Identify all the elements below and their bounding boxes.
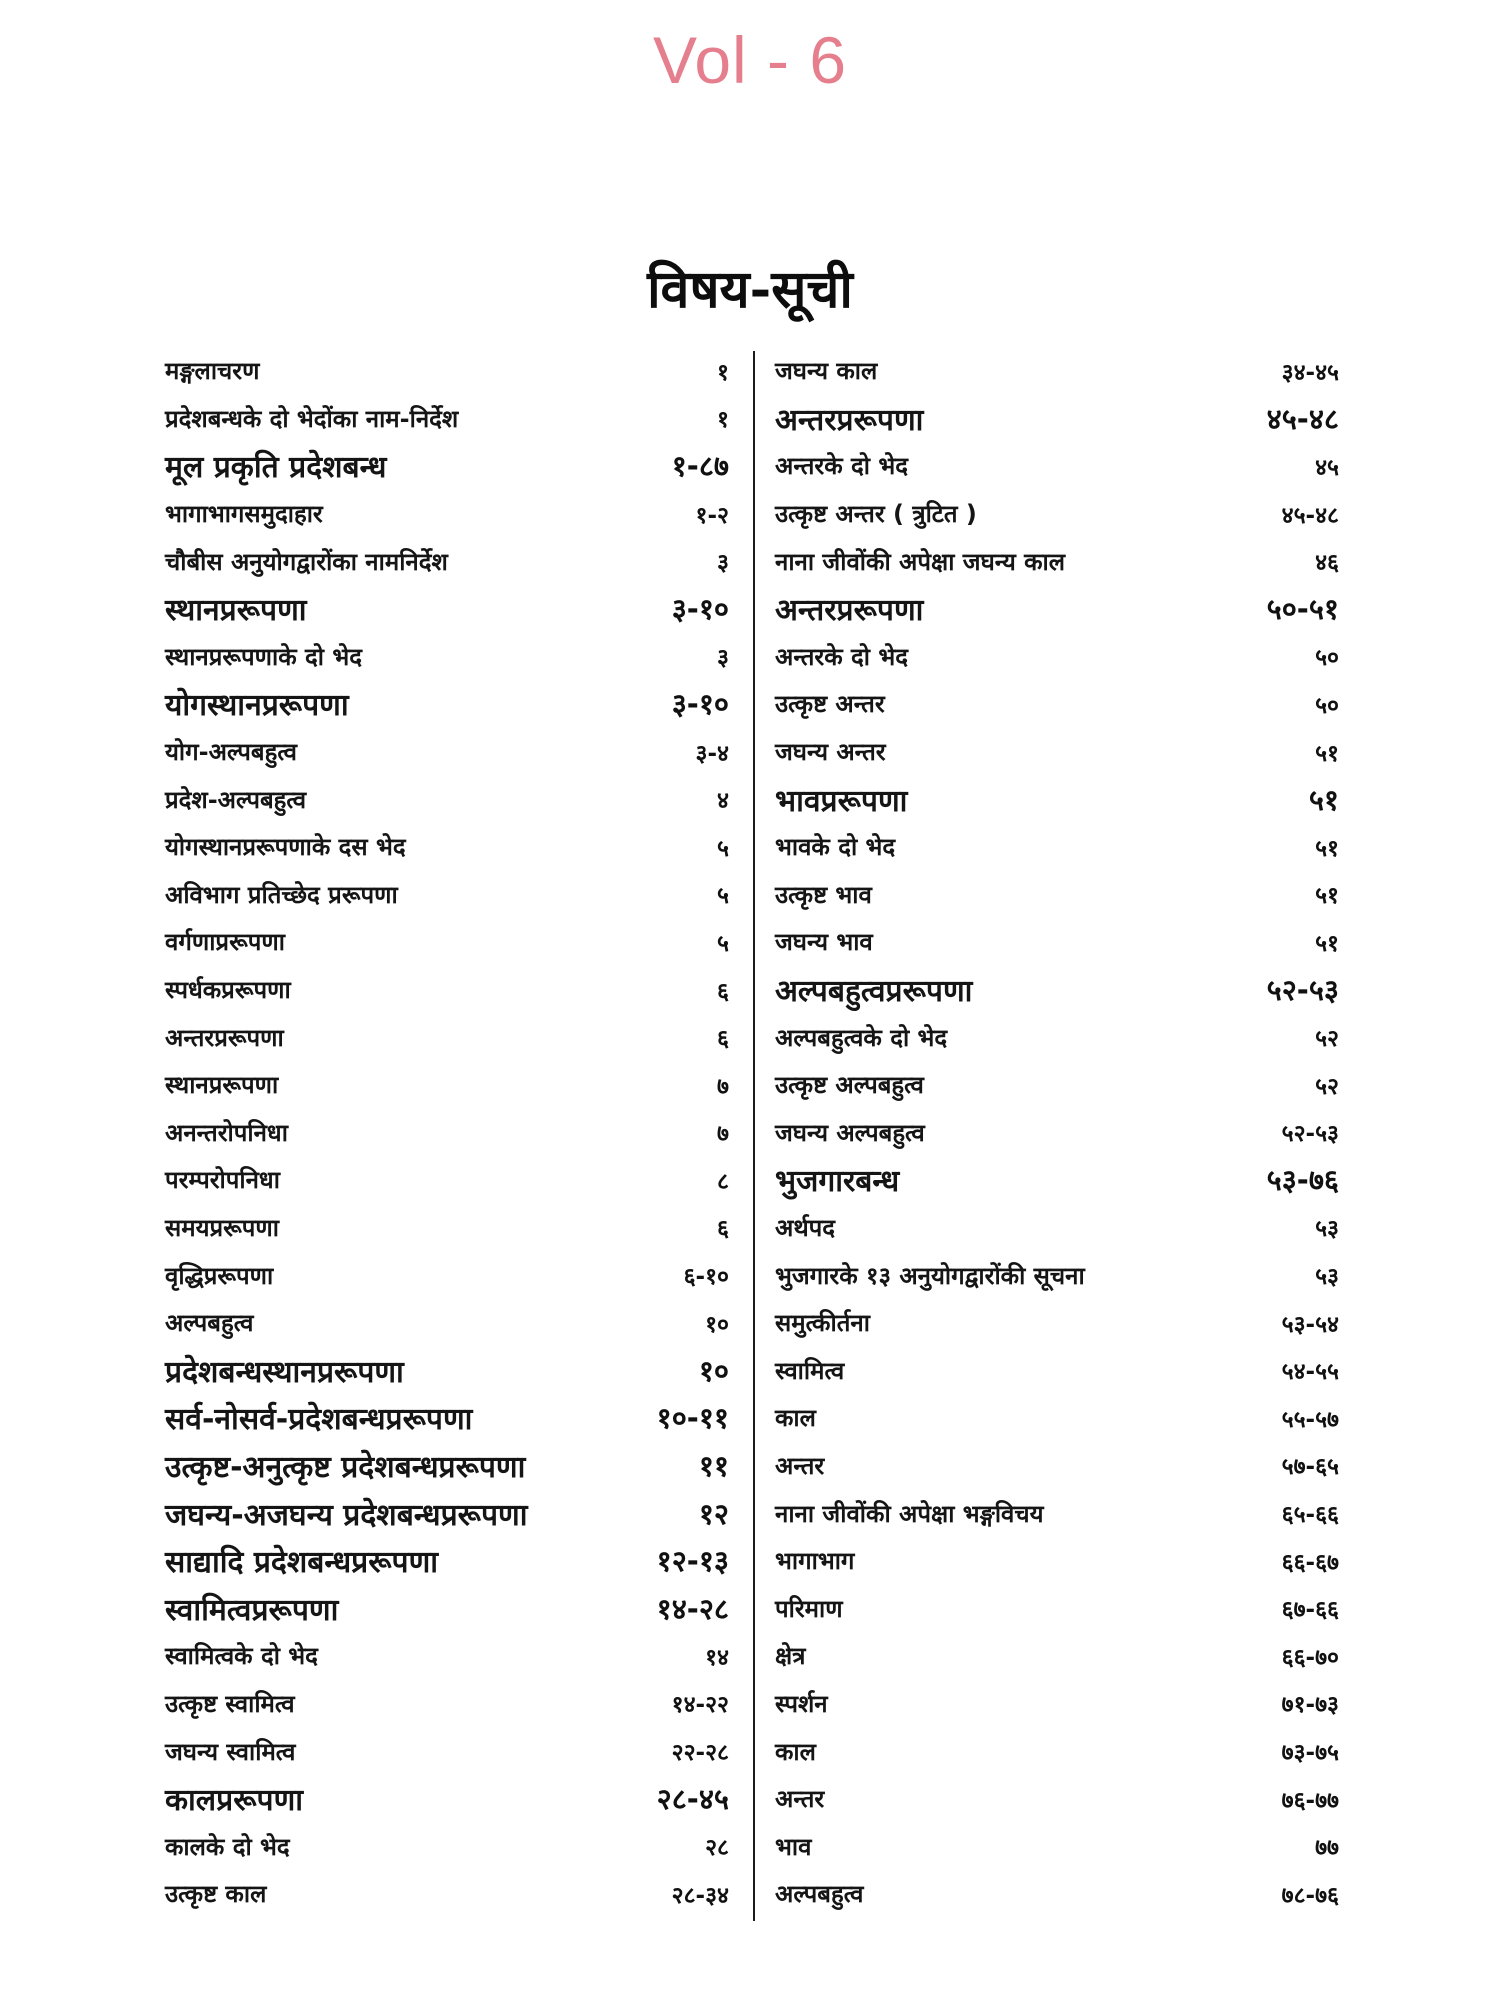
toc-entry-page: २८-४५: [656, 1782, 729, 1817]
toc-entry-title: प्रदेशबन्धके दो भेदोंका नाम-निर्देश: [165, 404, 459, 433]
toc-entry-title: उत्कृष्ट अल्पबहुत्व: [775, 1071, 924, 1100]
toc-entry-page: ५३-७६: [1266, 1163, 1339, 1198]
toc-entry-title: क्षेत्र: [775, 1642, 806, 1671]
toc-entry-page: ७३-७५: [1281, 1740, 1339, 1767]
toc-entry-page: ३-१०: [671, 592, 729, 627]
toc-entry-page: ५०: [1315, 645, 1339, 672]
toc-entry-title: जघन्य-अजघन्य प्रदेशबन्धप्ररूपणा: [165, 1497, 528, 1533]
toc-entry: [165, 537, 735, 585]
toc-entry: [775, 395, 1345, 443]
toc-entry-page: २२-२८: [671, 1740, 729, 1767]
toc-entry: [165, 1346, 735, 1394]
toc-entry-title: भावप्ररूपणा: [775, 783, 908, 819]
toc-entry-title: अल्पबहुत्वप्ररूपणा: [775, 974, 973, 1010]
toc-entry: [165, 823, 735, 871]
page-title: विषय-सूची: [647, 259, 853, 320]
toc-entry-page: १४-२२: [671, 1692, 729, 1719]
toc-entry-title: अन्तर: [775, 1785, 825, 1814]
toc-entry-page: ३: [717, 645, 729, 672]
toc-entry-page: ४: [717, 788, 729, 815]
toc-entry-page: ६७-६६: [1281, 1597, 1339, 1624]
toc-right-column: [775, 347, 1345, 1918]
toc-entry-page: ६: [717, 1216, 729, 1243]
toc-entry-page: ४५-४८: [1281, 502, 1339, 529]
toc-entry-page: ७१-७३: [1281, 1692, 1339, 1719]
toc-entry-page: ७: [717, 1121, 729, 1148]
toc-entry-page: ५२: [1315, 1073, 1339, 1100]
toc-entry: [165, 585, 735, 633]
toc-entry: [165, 728, 735, 776]
toc-entry-title: अर्थपद: [775, 1213, 836, 1242]
toc-entry: [775, 1442, 1345, 1490]
toc-entry-page: ४५: [1315, 454, 1339, 481]
toc-entry: [775, 728, 1345, 776]
toc-entry-page: ५५-५७: [1281, 1406, 1339, 1433]
toc-entry-title: अन्तरप्ररूपणा: [165, 1023, 284, 1052]
toc-entry-page: ५: [717, 930, 729, 957]
toc-entry-page: ५३: [1315, 1264, 1339, 1291]
toc-entry: [165, 1394, 735, 1442]
toc-entry: [775, 347, 1345, 395]
toc-entry-title: चौबीस अनुयोगद्वारोंका नामनिर्देश: [165, 547, 448, 576]
toc-entry: [165, 395, 735, 443]
toc-entry: [165, 1299, 735, 1347]
toc-entry: [775, 537, 1345, 585]
toc-entry: [775, 1013, 1345, 1061]
toc-left-column: [165, 347, 735, 1918]
toc-entry-page: ६६-७०: [1281, 1644, 1339, 1671]
toc-entry: [775, 1584, 1345, 1632]
toc-entry-title: स्थानप्ररूपणा: [165, 1071, 279, 1100]
toc-entry-title: समुत्कीर्तना: [775, 1309, 870, 1338]
toc-entry-page: ५१: [1308, 782, 1339, 817]
toc-entry-title: प्रदेश-अल्पबहुत्व: [165, 785, 307, 814]
volume-label: Vol - 6: [652, 23, 848, 97]
toc-entry: [775, 1775, 1345, 1823]
toc-entry-title: उत्कृष्ट अन्तर: [775, 690, 885, 719]
toc-entry-page: १-८७: [671, 449, 729, 484]
toc-entry-title: जघन्य स्वामित्व: [165, 1737, 296, 1766]
toc-entry: [775, 1204, 1345, 1252]
toc-entry-page: ५३: [1315, 1216, 1339, 1243]
toc-entry-page: १४-२८: [656, 1591, 729, 1626]
toc-entry-page: १०: [698, 1353, 729, 1388]
toc-entry-title: अन्तरके दो भेद: [775, 642, 908, 671]
toc-entry: [165, 1822, 735, 1870]
toc-entry-title: जघन्य अल्पबहुत्व: [775, 1118, 925, 1147]
toc-entry: [775, 823, 1345, 871]
toc-entry-title: परिमाण: [775, 1594, 843, 1623]
toc-entry: [165, 918, 735, 966]
toc-entry-title: स्थानप्ररूपणाके दो भेद: [165, 642, 362, 671]
toc-entry-page: १: [717, 407, 729, 434]
toc-entry: [165, 1727, 735, 1775]
toc-entry-title: अन्तरके दो भेद: [775, 452, 908, 481]
toc-entry-page: १-२: [695, 502, 729, 529]
toc-entry-title: स्वामित्वके दो भेद: [165, 1642, 318, 1671]
toc-entry: [775, 918, 1345, 966]
toc-entry-title: अल्पबहुत्व: [165, 1309, 254, 1338]
toc-entry-page: ५२-५३: [1281, 1121, 1339, 1148]
toc-entry-page: ८: [717, 1168, 729, 1195]
toc-entry-page: ११: [698, 1448, 729, 1483]
toc-entry-title: नाना जीवोंकी अपेक्षा भङ्गविचय: [775, 1499, 1044, 1528]
toc-entry-page: १२: [698, 1496, 729, 1531]
toc-entry: [775, 1870, 1345, 1918]
toc-entry-page: ६: [717, 978, 729, 1005]
toc-entry: [165, 871, 735, 919]
toc-entry: [775, 490, 1345, 538]
table-of-contents: [165, 347, 1345, 1932]
toc-entry-title: उत्कृष्ट भाव: [775, 880, 872, 909]
toc-entry-title: भावके दो भेद: [775, 833, 896, 862]
toc-entry-title: योग-अल्पबहुत्व: [165, 738, 298, 767]
toc-entry-page: २८: [705, 1835, 729, 1862]
toc-entry-page: ५०: [1315, 692, 1339, 719]
toc-entry-title: कालप्ररूपणा: [165, 1783, 304, 1819]
toc-entry: [775, 1109, 1345, 1157]
toc-entry-page: ५१: [1315, 740, 1339, 767]
toc-entry-title: अन्तर: [775, 1451, 825, 1480]
toc-entry-title: उत्कृष्ट अन्तर ( त्रुटित ): [775, 500, 977, 529]
toc-entry: [165, 1061, 735, 1109]
toc-entry-title: समयप्ररूपणा: [165, 1213, 279, 1242]
toc-entry: [165, 490, 735, 538]
toc-entry-page: ६५-६६: [1281, 1502, 1339, 1529]
toc-entry-page: ७६-७७: [1281, 1787, 1339, 1814]
toc-entry-page: ७८-७६: [1281, 1882, 1339, 1909]
toc-entry: [775, 775, 1345, 823]
toc-entry: [165, 1251, 735, 1299]
toc-entry-page: ५४-५५: [1281, 1359, 1339, 1386]
toc-entry-page: ४५-४८: [1266, 401, 1339, 436]
toc-entry: [775, 1727, 1345, 1775]
toc-entry-title: स्वामित्व: [775, 1356, 845, 1385]
toc-entry: [775, 585, 1345, 633]
toc-entry-title: योगस्थानप्ररूपणाके दस भेद: [165, 833, 406, 862]
toc-entry: [775, 1299, 1345, 1347]
column-divider: [753, 351, 755, 1921]
toc-entry-title: भागाभाग: [775, 1547, 855, 1576]
toc-entry-title: स्पर्धकप्ररूपणा: [165, 976, 291, 1005]
toc-entry: [775, 1346, 1345, 1394]
toc-entry: [775, 633, 1345, 681]
toc-entry: [165, 1680, 735, 1728]
toc-entry: [775, 1156, 1345, 1204]
toc-entry-title: स्थानप्ररूपणा: [165, 593, 307, 629]
toc-entry-page: ५७-६५: [1281, 1454, 1339, 1481]
toc-entry: [165, 633, 735, 681]
toc-entry: [165, 1632, 735, 1680]
toc-entry-title: प्रदेशबन्धस्थानप्ररूपणा: [165, 1354, 404, 1390]
toc-entry: [775, 1822, 1345, 1870]
toc-entry-page: ३-४: [695, 740, 729, 767]
toc-entry-title: उत्कृष्ट काल: [165, 1880, 267, 1909]
toc-entry-title: योगस्थानप्ररूपणा: [165, 688, 349, 724]
toc-entry: [165, 680, 735, 728]
toc-entry-title: अविभाग प्रतिच्छेद प्ररूपणा: [165, 880, 398, 909]
toc-entry-title: नाना जीवोंकी अपेक्षा जघन्य काल: [775, 547, 1066, 576]
toc-entry-title: मूल प्रकृति प्रदेशबन्ध: [165, 450, 387, 486]
toc-entry-page: १: [717, 359, 729, 386]
toc-entry-page: ६-१०: [683, 1264, 729, 1291]
toc-entry-title: काल: [775, 1737, 816, 1766]
toc-entry-title: परम्परोपनिधा: [165, 1166, 280, 1195]
toc-entry-page: ५१: [1315, 930, 1339, 957]
toc-entry: [165, 1775, 735, 1823]
toc-entry-page: ५१: [1315, 835, 1339, 862]
toc-entry: [775, 1680, 1345, 1728]
toc-entry: [775, 1394, 1345, 1442]
toc-entry: [775, 1632, 1345, 1680]
toc-entry: [775, 680, 1345, 728]
toc-entry-title: भुजगारके १३ अनुयोगद्वारोंकी सूचना: [775, 1261, 1085, 1290]
toc-entry: [165, 1442, 735, 1490]
toc-entry-title: अनन्तरोपनिधा: [165, 1118, 288, 1147]
toc-entry-title: अन्तरप्ररूपणा: [775, 402, 924, 438]
toc-entry-title: वर्गणाप्ररूपणा: [165, 928, 285, 957]
toc-entry: [165, 775, 735, 823]
toc-entry-title: भाव: [775, 1832, 812, 1861]
toc-entry: [165, 1109, 735, 1157]
toc-entry: [165, 1537, 735, 1585]
toc-entry-page: १४: [705, 1644, 729, 1671]
toc-entry-page: ६: [717, 1026, 729, 1053]
toc-entry-page: ५: [717, 835, 729, 862]
toc-entry: [775, 1251, 1345, 1299]
toc-entry-title: स्पर्शन: [775, 1689, 828, 1718]
toc-entry-page: ५०-५१: [1266, 592, 1339, 627]
toc-entry-page: ७७: [1315, 1835, 1339, 1862]
toc-entry-page: ६६-६७: [1281, 1549, 1339, 1576]
toc-entry-page: ५२: [1315, 1026, 1339, 1053]
toc-entry-title: कालके दो भेद: [165, 1832, 290, 1861]
toc-entry: [165, 1870, 735, 1918]
toc-entry-page: १०-११: [656, 1401, 729, 1436]
toc-entry: [165, 966, 735, 1014]
toc-entry-title: जघन्य काल: [775, 357, 878, 386]
toc-entry-title: अल्पबहुत्व: [775, 1880, 864, 1909]
toc-entry-title: मङ्गलाचरण: [165, 357, 260, 386]
toc-entry-page: ३: [717, 550, 729, 577]
toc-entry: [775, 1061, 1345, 1109]
toc-entry-page: ५३-५४: [1281, 1311, 1339, 1338]
toc-entry-title: जघन्य भाव: [775, 928, 873, 957]
toc-entry-title: साद्यादि प्रदेशबन्धप्ररूपणा: [165, 1545, 439, 1581]
toc-entry-title: भागाभागसमुदाहार: [165, 500, 323, 529]
toc-entry: [165, 1013, 735, 1061]
toc-entry-title: स्वामित्वप्ररूपणा: [165, 1592, 339, 1628]
toc-entry-page: ३-१०: [671, 687, 729, 722]
toc-entry: [165, 1489, 735, 1537]
toc-entry-title: उत्कृष्ट स्वामित्व: [165, 1689, 295, 1718]
toc-entry-page: ५२-५३: [1266, 973, 1339, 1008]
toc-entry: [165, 1584, 735, 1632]
toc-entry-title: काल: [775, 1404, 816, 1433]
toc-entry: [775, 871, 1345, 919]
toc-entry-title: जघन्य अन्तर: [775, 738, 886, 767]
toc-entry: [165, 1156, 735, 1204]
toc-entry-page: ३४-४५: [1281, 359, 1339, 386]
toc-entry-title: अल्पबहुत्वके दो भेद: [775, 1023, 948, 1052]
toc-entry-page: १०: [705, 1311, 729, 1338]
toc-entry: [775, 442, 1345, 490]
toc-entry-title: भुजगारबन्ध: [775, 1164, 900, 1200]
toc-entry: [165, 1204, 735, 1252]
toc-entry-page: १२-१३: [656, 1544, 729, 1579]
toc-entry-title: अन्तरप्ररूपणा: [775, 593, 924, 629]
toc-entry: [775, 1489, 1345, 1537]
toc-entry-title: उत्कृष्ट-अनुत्कृष्ट प्रदेशबन्धप्ररूपणा: [165, 1449, 526, 1485]
toc-entry-page: २८-३४: [671, 1882, 729, 1909]
toc-entry: [775, 966, 1345, 1014]
toc-entry-page: ७: [717, 1073, 729, 1100]
toc-entry-page: ४६: [1315, 550, 1339, 577]
toc-entry: [165, 347, 735, 395]
toc-entry-title: सर्व-नोसर्व-प्रदेशबन्धप्ररूपणा: [165, 1402, 473, 1438]
toc-entry: [775, 1537, 1345, 1585]
toc-entry: [165, 442, 735, 490]
toc-entry-title: वृद्धिप्ररूपणा: [165, 1261, 274, 1290]
toc-entry-page: ५: [717, 883, 729, 910]
toc-entry-page: ५१: [1315, 883, 1339, 910]
